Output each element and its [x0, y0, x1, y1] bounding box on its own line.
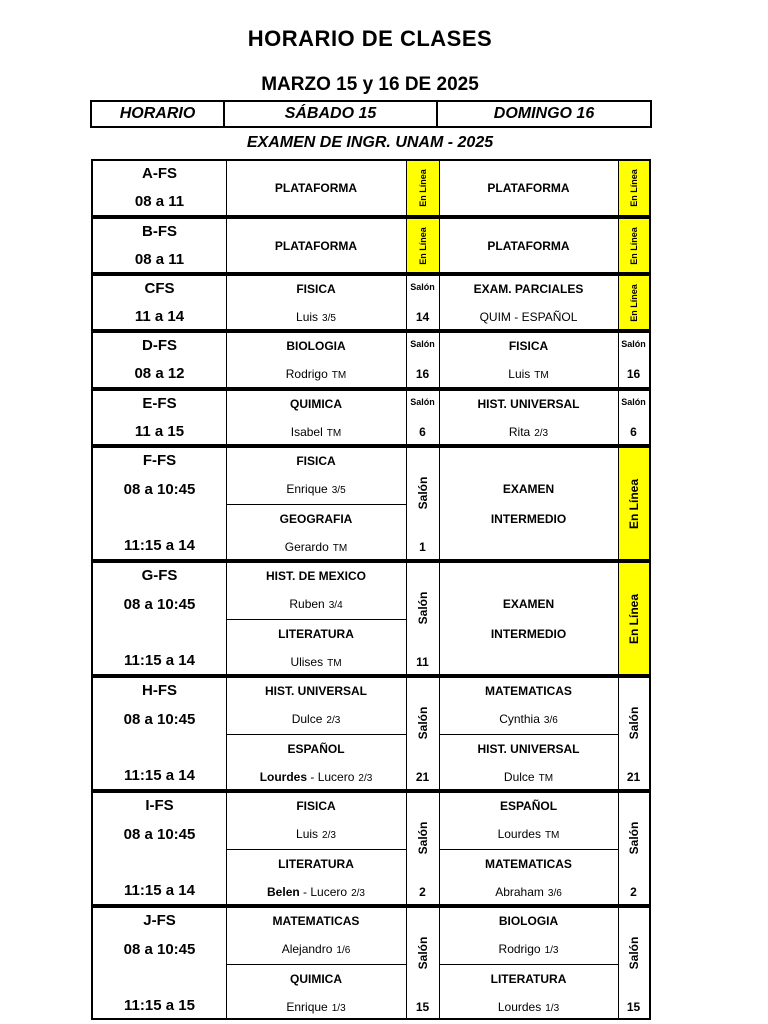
sunday-teacher: Cynthia 3/6 — [499, 712, 558, 726]
saturday-subject: LITERATURA — [278, 857, 354, 871]
online-badge: En Línea — [618, 276, 649, 329]
sunday-subject: LITERATURA — [490, 972, 567, 986]
room-label: Salón — [410, 339, 435, 349]
room-label: Salón — [621, 339, 646, 349]
saturday-teacher: Gerardo TM — [284, 540, 348, 554]
room-number: 21 — [415, 770, 430, 784]
group-block-e — [91, 389, 651, 446]
header-saturday: SÁBADO 15 — [225, 100, 438, 128]
group-name: G-FS — [141, 567, 178, 584]
online-badge: En Línea — [618, 563, 649, 674]
online-badge: En Línea — [406, 161, 439, 215]
group-time: 11:15 a 14 — [124, 537, 195, 554]
group-block-b — [91, 217, 651, 274]
group-name: E-FS — [142, 395, 177, 412]
sunday-subject: FISICA — [508, 339, 549, 353]
sunday-detail: QUIM - ESPAÑOL — [479, 310, 578, 324]
sunday-subject: MATEMATICAS — [485, 684, 572, 698]
sunday-exam: INTERMEDIO — [490, 627, 567, 641]
saturday-teacher: Ruben 3/4 — [289, 597, 343, 611]
group-block-j — [91, 906, 651, 1020]
sunday-teacher: Lourdes 1/3 — [497, 1000, 560, 1014]
saturday-teacher: Belen - Lucero 2/3 — [267, 885, 365, 899]
room-label: Salón — [626, 821, 641, 855]
saturday-teacher: Alejandro 1/6 — [281, 942, 351, 956]
saturday-subject: FISICA — [296, 799, 336, 813]
sunday-teacher: Rodrigo 1/3 — [498, 942, 559, 956]
saturday-subject: FISICA — [296, 282, 336, 296]
sunday-teacher: Dulce TM — [503, 770, 554, 784]
room-label: Salón — [621, 397, 646, 407]
exam-subtitle: EXAMEN DE INGR. UNAM - 2025 — [246, 134, 494, 151]
sunday-subject: PLATAFORMA — [487, 181, 570, 195]
room-number: 16 — [415, 367, 430, 381]
saturday-subject: GEOGRAFIA — [279, 512, 353, 526]
online-badge: En Línea — [406, 219, 439, 272]
room-label: Salón — [415, 821, 430, 855]
saturday-subject: HIST. DE MEXICO — [265, 569, 366, 583]
room-label: Salón — [415, 706, 430, 740]
saturday-teacher: Luis 3/5 — [296, 310, 336, 324]
online-badge: En Línea — [618, 219, 649, 272]
dates-heading: MARZO 15 y 16 DE 2025 — [261, 74, 479, 95]
group-block-c — [91, 274, 651, 331]
group-name: D-FS — [142, 337, 177, 354]
saturday-subject: PLATAFORMA — [274, 181, 358, 195]
room-number: 15 — [415, 1000, 430, 1014]
group-block-i — [91, 791, 651, 906]
saturday-subject: QUIMICA — [290, 972, 342, 986]
sunday-subject: BIOLOGIA — [498, 914, 559, 928]
sunday-subject: HIST. UNIVERSAL — [477, 397, 580, 411]
group-block-f — [91, 446, 651, 561]
saturday-teacher: Rodrigo TM — [285, 367, 347, 381]
group-time: 11:15 a 14 — [124, 652, 195, 669]
room-number: 6 — [419, 425, 426, 439]
group-time: 11:15 a 14 — [124, 767, 195, 784]
group-time: 11 a 14 — [134, 308, 185, 325]
group-name: CFS — [144, 280, 175, 297]
header-sunday: DOMINGO 16 — [438, 100, 652, 128]
room-label: Salón — [626, 936, 641, 970]
group-block-a — [91, 159, 651, 217]
room-number: 2 — [419, 885, 426, 899]
saturday-subject: ESPAÑOL — [287, 742, 345, 756]
group-time: 08 a 10:45 — [123, 941, 196, 958]
saturday-teacher: Lourdes - Lucero 2/3 — [259, 770, 373, 784]
saturday-subject: PLATAFORMA — [274, 239, 358, 253]
group-time: 08 a 11 — [134, 251, 185, 268]
saturday-teacher: Dulce 2/3 — [291, 712, 341, 726]
group-time: 08 a 10:45 — [123, 596, 196, 613]
group-name: H-FS — [142, 682, 177, 699]
sunday-subject: MATEMATICAS — [485, 857, 572, 871]
room-number: 1 — [419, 540, 426, 554]
sunday-teacher: Lourdes TM — [497, 827, 560, 841]
group-time: 08 a 10:45 — [123, 481, 196, 498]
sunday-teacher: Rita 2/3 — [508, 425, 549, 439]
sunday-subject: EXAM. PARCIALES — [473, 282, 584, 296]
group-block-h — [91, 676, 651, 791]
room-label: Salón — [415, 476, 430, 510]
group-time: 08 a 11 — [134, 193, 185, 210]
group-name: F-FS — [142, 452, 177, 469]
online-badge: En Línea — [618, 448, 649, 559]
room-label: Salón — [410, 397, 435, 407]
online-badge: En Línea — [618, 161, 649, 215]
room-number: 21 — [626, 770, 641, 784]
group-time: 08 a 12 — [134, 365, 185, 382]
room-number: 11 — [416, 655, 429, 669]
sunday-exam: EXAMEN — [502, 597, 555, 611]
group-block-d — [91, 331, 651, 389]
header-horario: HORARIO — [90, 100, 225, 128]
group-time: 08 a 10:45 — [123, 711, 196, 728]
sunday-subject: PLATAFORMA — [487, 239, 570, 253]
sunday-teacher: Luis TM — [508, 367, 549, 381]
saturday-subject: QUIMICA — [290, 397, 342, 411]
saturday-subject: FISICA — [296, 454, 336, 468]
room-number: 14 — [415, 310, 430, 324]
room-label: Salón — [410, 282, 435, 292]
saturday-teacher: Luis 2/3 — [296, 827, 336, 841]
saturday-teacher: Ulises TM — [290, 655, 342, 669]
saturday-subject: MATEMATICAS — [272, 914, 360, 928]
group-time: 11 a 15 — [134, 423, 185, 440]
group-time: 08 a 10:45 — [123, 826, 196, 843]
group-name: B-FS — [142, 223, 177, 240]
sunday-subject: ESPAÑOL — [499, 799, 558, 813]
room-number: 15 — [626, 1000, 641, 1014]
sunday-subject: HIST. UNIVERSAL — [477, 742, 580, 756]
sunday-teacher: Abraham 3/6 — [495, 885, 562, 899]
sunday-exam: INTERMEDIO — [490, 512, 567, 526]
room-number: 2 — [630, 885, 637, 899]
group-name: I-FS — [145, 797, 174, 814]
room-number: 6 — [630, 425, 637, 439]
saturday-subject: LITERATURA — [278, 627, 354, 641]
room-label: Salón — [415, 591, 430, 625]
saturday-teacher: Enrique 1/3 — [286, 1000, 346, 1014]
group-time: 11:15 a 14 — [124, 882, 195, 899]
saturday-subject: BIOLOGIA — [286, 339, 346, 353]
room-label: Salón — [415, 936, 430, 970]
group-block-g — [91, 561, 651, 676]
group-name: J-FS — [143, 912, 176, 929]
room-number: 16 — [626, 367, 641, 381]
saturday-subject: HIST. UNIVERSAL — [264, 684, 367, 698]
saturday-teacher: Enrique 3/5 — [286, 482, 346, 496]
room-label: Salón — [626, 706, 641, 740]
sunday-exam: EXAMEN — [502, 482, 555, 496]
group-name: A-FS — [142, 165, 177, 182]
group-time: 11:15 a 15 — [124, 997, 195, 1014]
page-title: HORARIO DE CLASES — [247, 26, 493, 51]
saturday-teacher: Isabel TM — [290, 425, 342, 439]
